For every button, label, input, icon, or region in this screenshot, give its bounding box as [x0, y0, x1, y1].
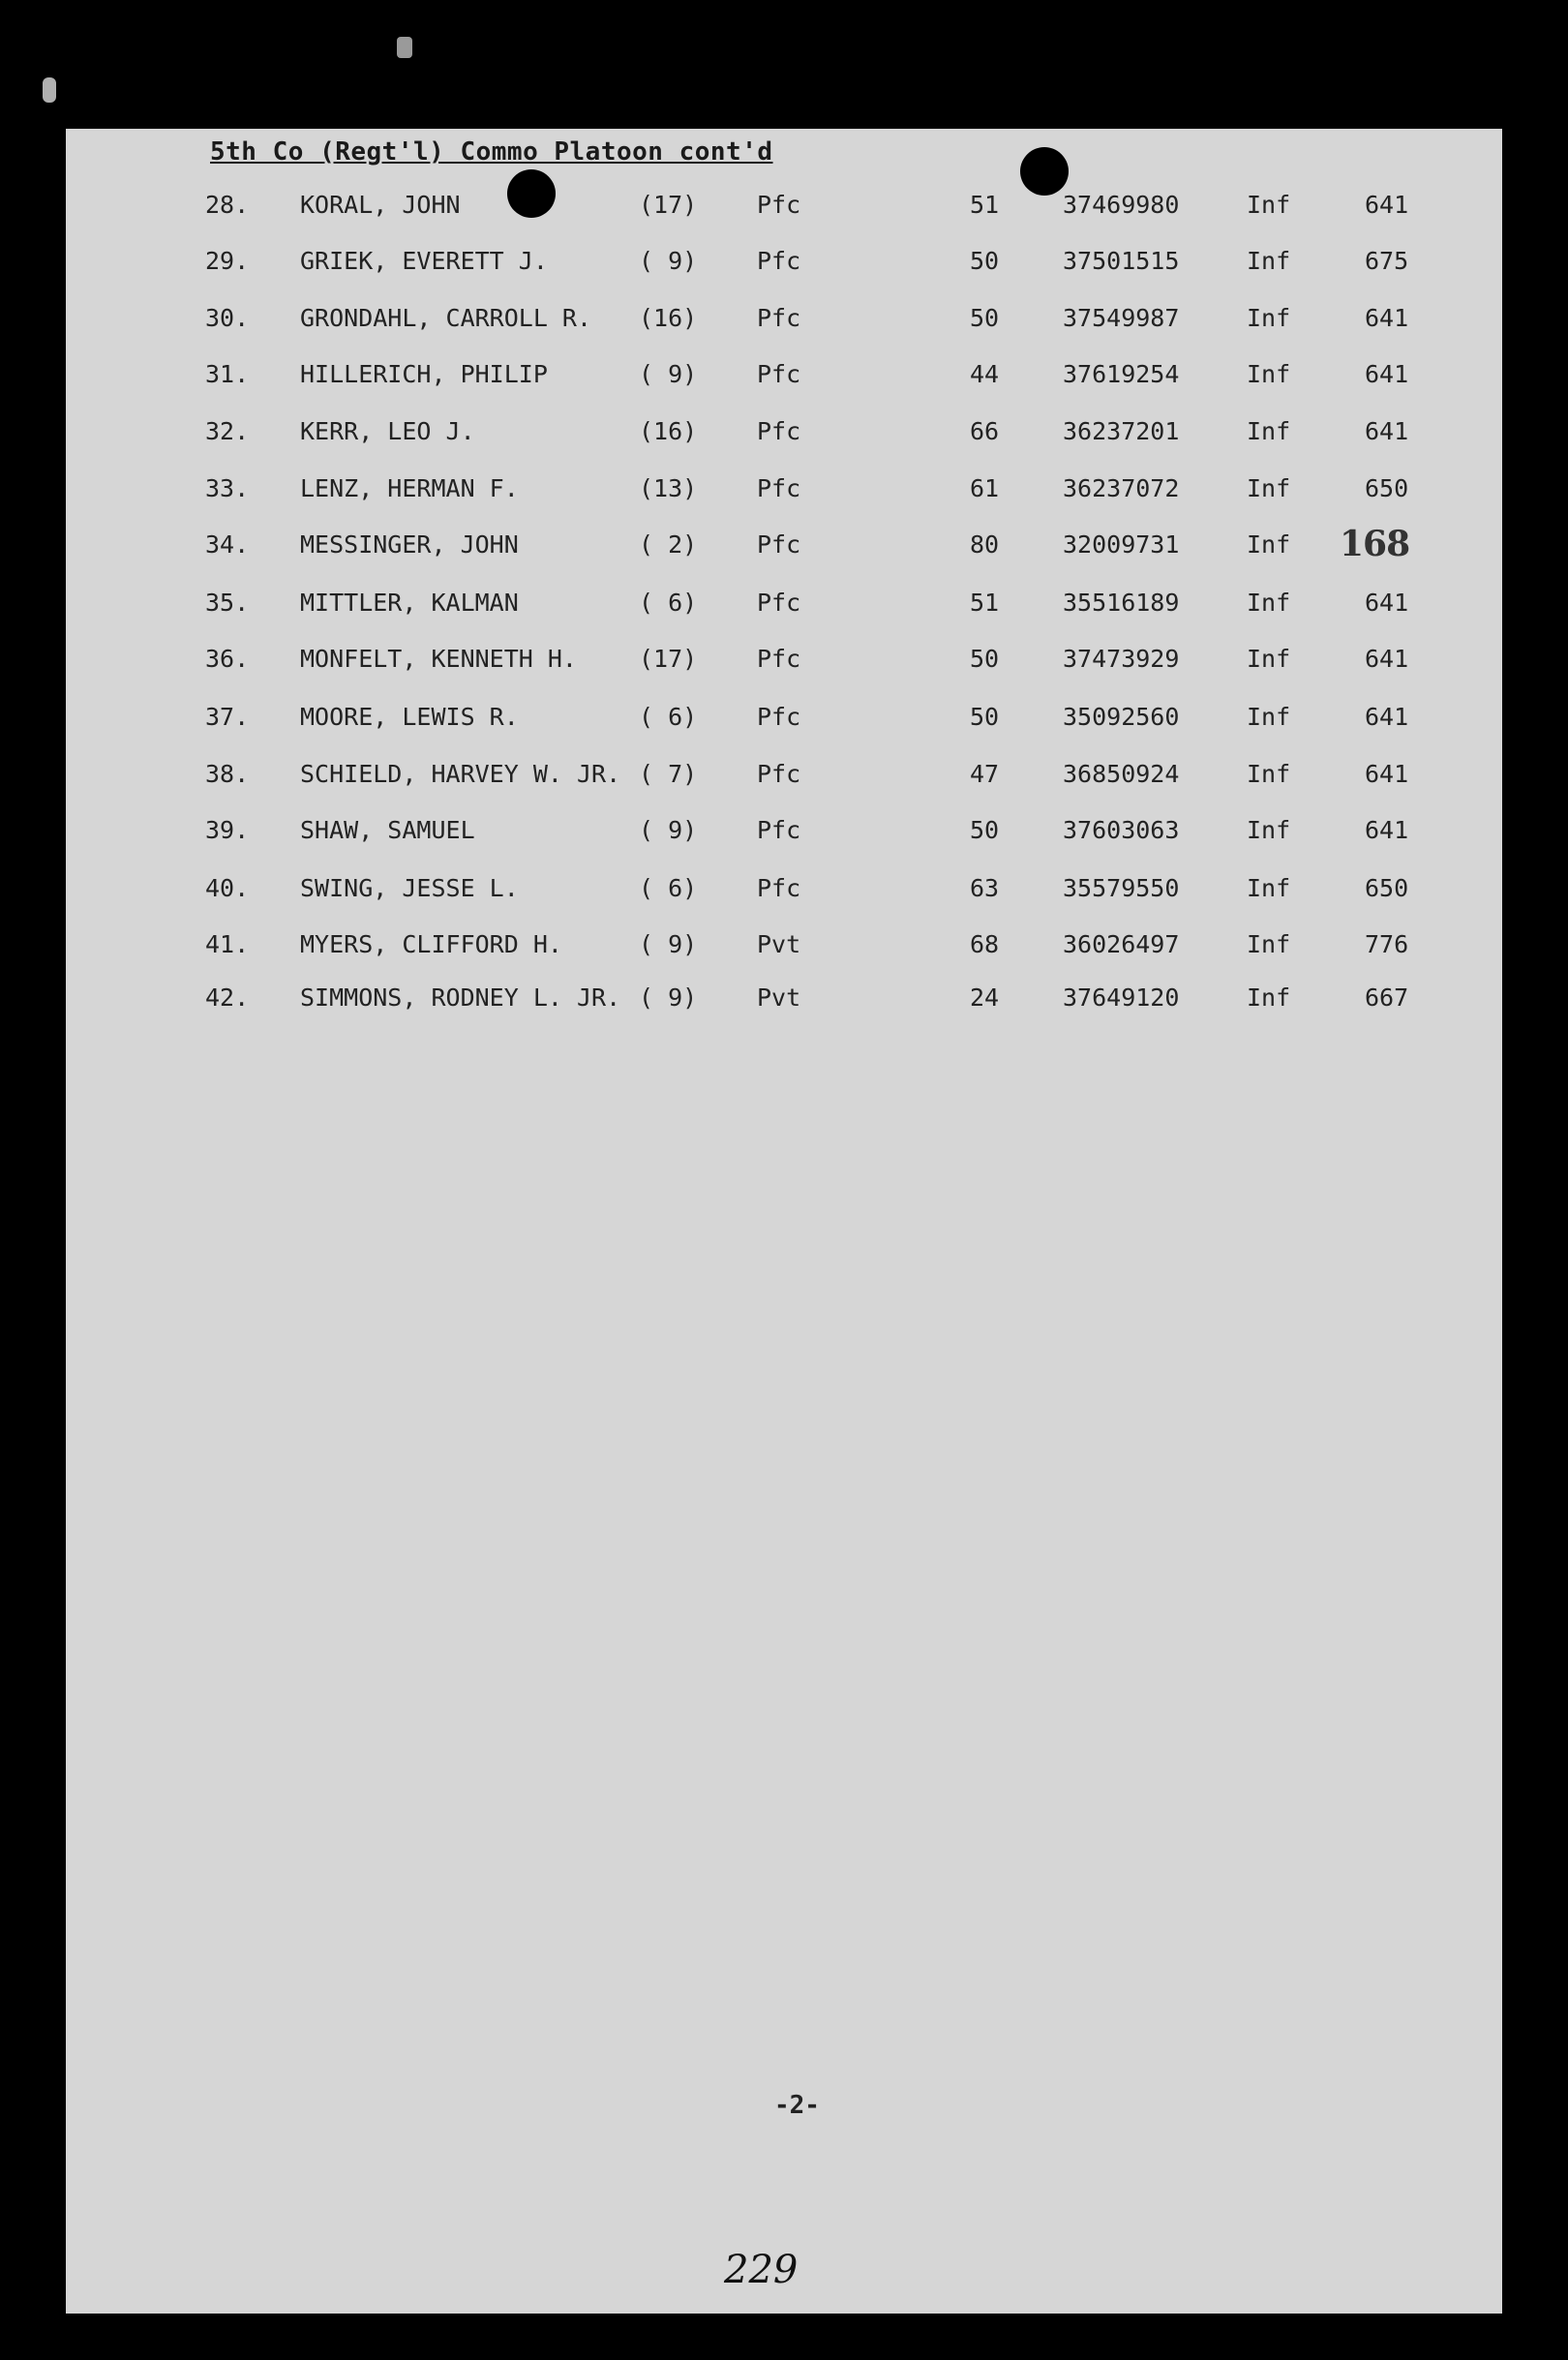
table-row: [0, 304, 1568, 343]
serial-number: 36237072: [1063, 474, 1180, 502]
code-number: 50: [970, 645, 1000, 673]
row-number: 29.: [205, 247, 250, 275]
soldier-name: HILLERICH, PHILIP: [300, 360, 548, 388]
row-number: 42.: [205, 983, 250, 1012]
branch: Inf: [1247, 874, 1291, 902]
rank: Pvt: [757, 930, 801, 958]
row-number: 33.: [205, 474, 250, 502]
code-number: 50: [970, 816, 1000, 844]
paren-code: ( 9): [639, 930, 698, 958]
rank: Pfc: [757, 645, 801, 673]
code-number: 50: [970, 703, 1000, 731]
row-number: 39.: [205, 816, 250, 844]
mos-code: 641: [1365, 816, 1409, 844]
code-number: 24: [970, 983, 1000, 1012]
mos-code: 641: [1365, 760, 1409, 788]
soldier-name: KORAL, JOHN: [300, 191, 461, 219]
soldier-name: SIMMONS, RODNEY L. JR.: [300, 983, 621, 1012]
paren-code: (16): [639, 304, 698, 332]
serial-number: 32009731: [1063, 530, 1180, 559]
code-number: 63: [970, 874, 1000, 902]
paren-code: ( 6): [639, 589, 698, 617]
mos-code: 641: [1365, 589, 1409, 617]
table-row: [0, 874, 1568, 913]
mos-code: 641: [1365, 304, 1409, 332]
code-number: 50: [970, 247, 1000, 275]
code-number: 80: [970, 530, 1000, 559]
handwritten-number: 229: [724, 2248, 799, 2292]
code-number: 51: [970, 191, 1000, 219]
paren-code: ( 6): [639, 874, 698, 902]
mos-code: 650: [1365, 874, 1409, 902]
paren-code: (17): [639, 645, 698, 673]
mos-code: 675: [1365, 247, 1409, 275]
table-row: [0, 645, 1568, 683]
row-number: 34.: [205, 530, 250, 559]
rank: Pfc: [757, 247, 801, 275]
table-row: [0, 530, 1568, 569]
row-number: 31.: [205, 360, 250, 388]
rank: Pfc: [757, 816, 801, 844]
roster-header: 5th Co (Regt'l) Commo Platoon cont'd: [210, 137, 773, 166]
row-number: 41.: [205, 930, 250, 958]
branch: Inf: [1247, 530, 1291, 559]
serial-number: 37619254: [1063, 360, 1180, 388]
serial-number: 37549987: [1063, 304, 1180, 332]
border-speck: [397, 37, 412, 58]
row-number: 38.: [205, 760, 250, 788]
serial-number: 36026497: [1063, 930, 1180, 958]
table-row: [0, 360, 1568, 399]
branch: Inf: [1247, 589, 1291, 617]
table-row: [0, 703, 1568, 741]
serial-number: 37603063: [1063, 816, 1180, 844]
branch: Inf: [1247, 703, 1291, 731]
branch: Inf: [1247, 930, 1291, 958]
table-row: [0, 247, 1568, 286]
soldier-name: KERR, LEO J.: [300, 417, 475, 445]
paren-code: ( 9): [639, 983, 698, 1012]
soldier-name: SHAW, SAMUEL: [300, 816, 475, 844]
soldier-name: MOORE, LEWIS R.: [300, 703, 519, 731]
soldier-name: MYERS, CLIFFORD H.: [300, 930, 562, 958]
code-number: 50: [970, 304, 1000, 332]
rank: Pfc: [757, 703, 801, 731]
code-number: 61: [970, 474, 1000, 502]
code-number: 66: [970, 417, 1000, 445]
soldier-name: MESSINGER, JOHN: [300, 530, 519, 559]
paren-code: ( 7): [639, 760, 698, 788]
paren-code: ( 2): [639, 530, 698, 559]
mos-code: 650: [1365, 474, 1409, 502]
paren-code: ( 9): [639, 360, 698, 388]
soldier-name: LENZ, HERMAN F.: [300, 474, 519, 502]
serial-number: 36237201: [1063, 417, 1180, 445]
soldier-name: SCHIELD, HARVEY W. JR.: [300, 760, 621, 788]
paren-code: ( 6): [639, 703, 698, 731]
branch: Inf: [1247, 816, 1291, 844]
code-number: 47: [970, 760, 1000, 788]
serial-number: 37469980: [1063, 191, 1180, 219]
row-number: 36.: [205, 645, 250, 673]
mos-code: 667: [1365, 983, 1409, 1012]
soldier-name: MONFELT, KENNETH H.: [300, 645, 577, 673]
serial-number: 37649120: [1063, 983, 1180, 1012]
mos-code: 641: [1365, 360, 1409, 388]
branch: Inf: [1247, 474, 1291, 502]
mos-code: 641: [1365, 645, 1409, 673]
paren-code: (17): [639, 191, 698, 219]
rank: Pfc: [757, 360, 801, 388]
table-row: [0, 816, 1568, 855]
rank: Pfc: [757, 589, 801, 617]
branch: Inf: [1247, 247, 1291, 275]
punch-hole: [1020, 147, 1069, 196]
rank: Pvt: [757, 983, 801, 1012]
mos-code: 641: [1365, 191, 1409, 219]
mos-code: 641: [1365, 703, 1409, 731]
row-number: 37.: [205, 703, 250, 731]
rank: Pfc: [757, 530, 801, 559]
rank: Pfc: [757, 474, 801, 502]
table-row: [0, 589, 1568, 627]
mos-code: 641: [1365, 417, 1409, 445]
branch: Inf: [1247, 191, 1291, 219]
code-number: 51: [970, 589, 1000, 617]
soldier-name: SWING, JESSE L.: [300, 874, 519, 902]
code-number: 68: [970, 930, 1000, 958]
paren-code: ( 9): [639, 816, 698, 844]
branch: Inf: [1247, 360, 1291, 388]
rank: Pfc: [757, 760, 801, 788]
serial-number: 35516189: [1063, 589, 1180, 617]
rank: Pfc: [757, 191, 801, 219]
paren-code: ( 9): [639, 247, 698, 275]
row-number: 28.: [205, 191, 250, 219]
rank: Pfc: [757, 304, 801, 332]
row-number: 35.: [205, 589, 250, 617]
table-row: [0, 983, 1568, 1022]
serial-number: 35579550: [1063, 874, 1180, 902]
row-number: 32.: [205, 417, 250, 445]
table-row: [0, 417, 1568, 456]
paren-code: (16): [639, 417, 698, 445]
stamp-number: 168: [1340, 524, 1410, 564]
rank: Pfc: [757, 417, 801, 445]
serial-number: 37501515: [1063, 247, 1180, 275]
row-number: 40.: [205, 874, 250, 902]
border-speck: [43, 77, 56, 103]
branch: Inf: [1247, 983, 1291, 1012]
branch: Inf: [1247, 760, 1291, 788]
soldier-name: GRONDAHL, CARROLL R.: [300, 304, 592, 332]
soldier-name: GRIEK, EVERETT J.: [300, 247, 548, 275]
serial-number: 36850924: [1063, 760, 1180, 788]
soldier-name: MITTLER, KALMAN: [300, 589, 519, 617]
branch: Inf: [1247, 304, 1291, 332]
table-row: [0, 474, 1568, 513]
table-row: [0, 191, 1568, 229]
serial-number: 35092560: [1063, 703, 1180, 731]
paren-code: (13): [639, 474, 698, 502]
table-row: [0, 930, 1568, 969]
mos-code: 776: [1365, 930, 1409, 958]
table-row: [0, 760, 1568, 799]
serial-number: 37473929: [1063, 645, 1180, 673]
page-number: -2-: [774, 2091, 820, 2120]
branch: Inf: [1247, 417, 1291, 445]
branch: Inf: [1247, 645, 1291, 673]
row-number: 30.: [205, 304, 250, 332]
code-number: 44: [970, 360, 1000, 388]
paper-sheet: [66, 129, 1502, 2314]
rank: Pfc: [757, 874, 801, 902]
